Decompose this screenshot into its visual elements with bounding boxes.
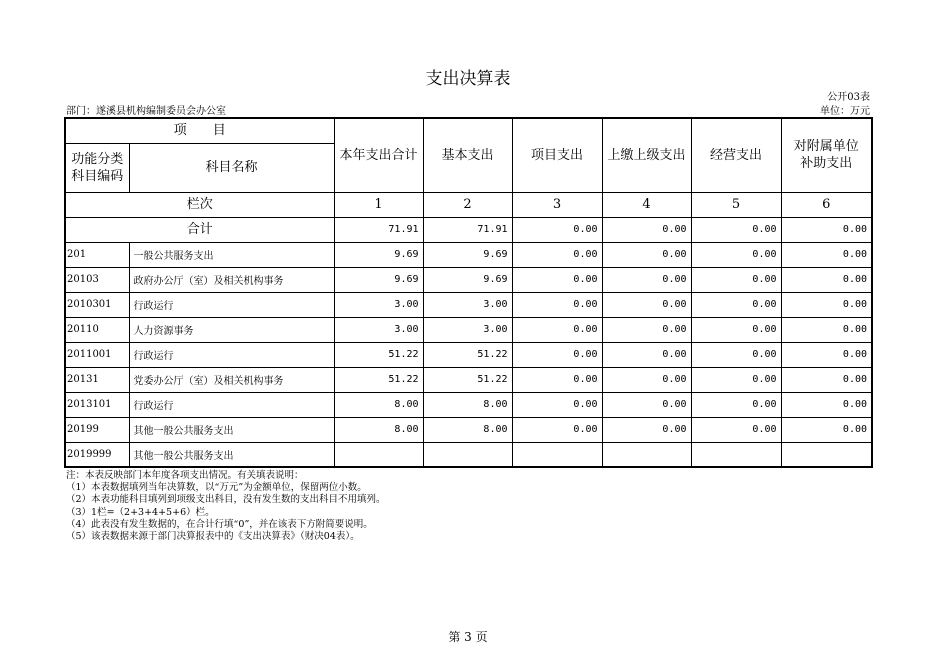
value-cell: 0.00 xyxy=(512,317,602,342)
col-index-6: 6 xyxy=(781,192,872,217)
expenditure-table xyxy=(64,117,873,468)
value-cell: 0.00 xyxy=(602,317,691,342)
col-index-4: 4 xyxy=(602,192,691,217)
value-cell: 0.00 xyxy=(691,267,781,292)
subject-name-cell: 党委办公厅（室）及相关机构事务 xyxy=(129,367,334,392)
page-title: 支出决算表 xyxy=(425,69,511,89)
subject-name-cell: 其他一般公共服务支出 xyxy=(129,442,334,467)
subject-name-cell: 人力资源事务 xyxy=(129,317,334,342)
subject-name-cell: 行政运行 xyxy=(129,342,334,367)
note-line: （1）本表数据填列当年决算数，以“万元”为金额单位，保留两位小数。 xyxy=(66,482,367,494)
subject-name-cell: 其他一般公共服务支出 xyxy=(129,417,334,442)
table-row xyxy=(65,367,872,392)
header-func-code: 功能分类科目编码 xyxy=(65,143,129,192)
value-cell: 0.00 xyxy=(602,292,691,317)
header-item: 项 目 xyxy=(65,118,334,143)
note-line: （2）本表功能科目填列到项级支出科目，没有发生数的支出科目不用填列。 xyxy=(66,494,386,506)
total-value: 0.00 xyxy=(691,217,781,242)
func-code-cell: 20199 xyxy=(65,417,129,442)
total-label: 合计 xyxy=(65,217,334,242)
value-cell: 0.00 xyxy=(512,242,602,267)
value-cell: 0.00 xyxy=(512,292,602,317)
header-subsidiary: 对附属单位补助支出 xyxy=(781,118,872,192)
page-number: 第 3 页 xyxy=(448,630,488,644)
value-cell: 8.00 xyxy=(334,392,423,417)
subject-name-cell: 一般公共服务支出 xyxy=(129,242,334,267)
value-cell: 3.00 xyxy=(334,292,423,317)
value-cell: 9.69 xyxy=(334,267,423,292)
note-line: 注：本表反映部门本年度各项支出情况。有关填表说明： xyxy=(66,470,304,481)
total-value: 0.00 xyxy=(602,217,691,242)
value-cell: 0.00 xyxy=(781,267,872,292)
table-row xyxy=(65,392,872,417)
value-cell: 9.69 xyxy=(423,242,512,267)
value-cell xyxy=(781,442,872,467)
value-cell: 0.00 xyxy=(691,342,781,367)
value-cell: 0.00 xyxy=(512,367,602,392)
value-cell: 8.00 xyxy=(334,417,423,442)
row-index-label: 栏次 xyxy=(65,192,334,217)
value-cell: 9.69 xyxy=(334,242,423,267)
value-cell xyxy=(602,442,691,467)
value-cell: 0.00 xyxy=(602,267,691,292)
value-cell xyxy=(691,442,781,467)
col-index-3: 3 xyxy=(512,192,602,217)
value-cell: 3.00 xyxy=(423,292,512,317)
col-index-5: 5 xyxy=(691,192,781,217)
value-cell: 0.00 xyxy=(781,417,872,442)
value-cell: 0.00 xyxy=(602,342,691,367)
table-row xyxy=(65,292,872,317)
department-label: 部门：遂溪县机构编制委员会办公室 xyxy=(66,106,226,117)
value-cell: 51.22 xyxy=(423,342,512,367)
total-row xyxy=(65,217,872,242)
header-total: 本年支出合计 xyxy=(334,118,423,192)
value-cell: 0.00 xyxy=(691,417,781,442)
header-upper: 上缴上级支出 xyxy=(602,118,691,192)
total-value: 0.00 xyxy=(781,217,872,242)
value-cell xyxy=(423,442,512,467)
value-cell: 0.00 xyxy=(512,267,602,292)
note-line: （5）该表数据来源于部门决算报表中的《支出决算表》（财决04表）。 xyxy=(66,531,360,543)
note-line: （4）此表没有发生数据的，在合计行填“0”，并在该表下方附简要说明。 xyxy=(66,518,373,530)
value-cell: 51.22 xyxy=(334,367,423,392)
value-cell: 0.00 xyxy=(781,317,872,342)
total-value: 71.91 xyxy=(334,217,423,242)
table-row xyxy=(65,242,872,267)
subject-name-cell: 行政运行 xyxy=(129,292,334,317)
table-row xyxy=(65,342,872,367)
value-cell: 51.22 xyxy=(423,367,512,392)
table-row xyxy=(65,417,872,442)
value-cell: 0.00 xyxy=(781,342,872,367)
value-cell: 8.00 xyxy=(423,417,512,442)
func-code-cell: 2019999 xyxy=(65,442,129,467)
value-cell: 0.00 xyxy=(691,292,781,317)
note-line: （3）1栏=（2+3+4+5+6）栏。 xyxy=(66,506,215,518)
value-cell: 0.00 xyxy=(691,317,781,342)
total-value: 0.00 xyxy=(512,217,602,242)
value-cell: 8.00 xyxy=(423,392,512,417)
value-cell: 3.00 xyxy=(334,317,423,342)
subject-name-cell: 行政运行 xyxy=(129,392,334,417)
value-cell: 0.00 xyxy=(602,367,691,392)
value-cell: 51.22 xyxy=(334,342,423,367)
value-cell: 0.00 xyxy=(781,292,872,317)
value-cell: 0.00 xyxy=(781,367,872,392)
func-code-cell: 2011001 xyxy=(65,342,129,367)
value-cell: 3.00 xyxy=(423,317,512,342)
value-cell: 0.00 xyxy=(691,392,781,417)
header-project: 项目支出 xyxy=(512,118,602,192)
value-cell: 9.69 xyxy=(423,267,512,292)
value-cell xyxy=(334,442,423,467)
func-code-cell: 201 xyxy=(65,242,129,267)
header-subject-name: 科目名称 xyxy=(129,143,334,192)
func-code-cell: 20103 xyxy=(65,267,129,292)
table-row xyxy=(65,267,872,292)
table-row xyxy=(65,317,872,342)
func-code-cell: 2013101 xyxy=(65,392,129,417)
col-index-2: 2 xyxy=(423,192,512,217)
notes xyxy=(66,470,386,543)
func-code-cell: 20131 xyxy=(65,367,129,392)
form-number: 公开03表 xyxy=(827,92,870,103)
value-cell xyxy=(512,442,602,467)
subject-name-cell: 政府办公厅（室）及相关机构事务 xyxy=(129,267,334,292)
func-code-cell: 20110 xyxy=(65,317,129,342)
value-cell: 0.00 xyxy=(602,417,691,442)
value-cell: 0.00 xyxy=(602,392,691,417)
header-basic: 基本支出 xyxy=(423,118,512,192)
func-code-cell: 2010301 xyxy=(65,292,129,317)
header-business: 经营支出 xyxy=(691,118,781,192)
table-row xyxy=(65,442,872,467)
value-cell: 0.00 xyxy=(602,242,691,267)
total-value: 71.91 xyxy=(423,217,512,242)
col-index-1: 1 xyxy=(334,192,423,217)
value-cell: 0.00 xyxy=(691,367,781,392)
value-cell: 0.00 xyxy=(781,392,872,417)
unit-label: 单位：万元 xyxy=(820,106,870,117)
value-cell: 0.00 xyxy=(512,392,602,417)
value-cell: 0.00 xyxy=(512,342,602,367)
value-cell: 0.00 xyxy=(512,417,602,442)
value-cell: 0.00 xyxy=(691,242,781,267)
value-cell: 0.00 xyxy=(781,242,872,267)
